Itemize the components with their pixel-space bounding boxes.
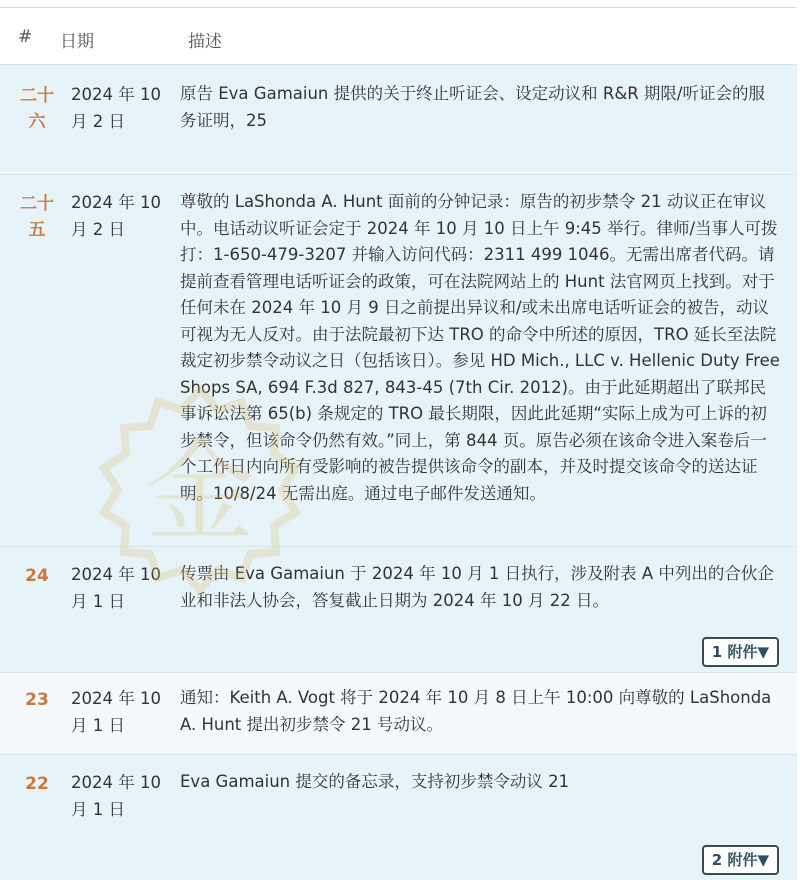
table-row bbox=[0, 64, 797, 174]
entry-number[interactable]: 23 bbox=[25, 690, 49, 710]
entry-description: Eva Gamaiun 提交的备忘录，支持初步禁令动议 21 bbox=[180, 772, 570, 791]
entry-date: 2024 年 10 月 1 日 bbox=[71, 773, 161, 819]
entry-description: 通知：Keith A. Vogt 将于 2024 年 10 月 8 日上午 10:00 向尊敬的 LaShonda A. Hunt 提出初步禁令 21 号动议。 bbox=[180, 688, 772, 734]
header-date: 日期 bbox=[60, 32, 94, 52]
entry-description: 尊敬的 LaShonda A. Hunt 面前的分钟记录：原告的初步禁令 21 动议正在审议中。电话动议听证会定于 2024 年 10 月 10 日上午 9:45 举行。律师/当事人可拨打：1-650-479-3207 并输入访问代码：2311 499 1046。无需出席者代码。请提前查看管理电话听证会的政策，可在法院网站上的 Hunt 法官网页上找到。对于任何未在 2024 年 10 月 9 日之前提出异议和/或未出席电话听证会的被告，动议可视为无人反对。由于法院最初下达 TRO 的命令中所述的原因，TRO 延长至法院裁定初步禁令动议之日（包括该日）。参见 HD Mich., LLC v. Hellenic Duty Free Shops SA, 694 F.3d 827, 843-45 (7th Cir. 2012)。由于此延期超出了联邦民事诉讼法第 65(b) 条规定的 TRO 最长期限，因此此延期“实际上成为可上诉的初步禁令，但该命令仍然有效。”同上，第 844 页。原告必须在该命令进入案卷后一个工作日内向所有受影响的被告提供该命令的副本，并及时提交该命令的送达证明。10/8/24 无需出庭。通过电子邮件发送通知。 bbox=[180, 192, 780, 503]
entry-date: 2024 年 10 月 1 日 bbox=[71, 689, 161, 735]
entry-date: 2024 年 10 月 2 日 bbox=[71, 193, 161, 239]
entry-description: 原告 Eva Gamaiun 提供的关于终止听证会、设定动议和 R&R 期限/听证会的服务证明，25 bbox=[180, 84, 765, 130]
watermark-glyph: 金 bbox=[145, 428, 255, 556]
table-row bbox=[0, 754, 797, 880]
table-row bbox=[0, 174, 797, 546]
entry-number[interactable]: 二十五 bbox=[20, 194, 54, 240]
entry-date: 2024 年 10 月 1 日 bbox=[71, 565, 161, 611]
table-row bbox=[0, 672, 797, 754]
attachments-button[interactable]: 2 附件▼ bbox=[702, 845, 779, 875]
entry-number[interactable]: 二十六 bbox=[20, 86, 54, 132]
entry-description: 传票由 Eva Gamaiun 于 2024 年 10 月 1 日执行，涉及附表 A 中列出的合伙企业和非法人协会，答复截止日期为 2024 年 10 月 22 日。 bbox=[180, 564, 774, 610]
header-desc: 描述 bbox=[188, 32, 222, 52]
entry-date: 2024 年 10 月 2 日 bbox=[71, 85, 161, 131]
entry-number[interactable]: 24 bbox=[25, 566, 49, 586]
table-row bbox=[0, 546, 797, 672]
header-num: # bbox=[18, 27, 33, 47]
attachments-button[interactable]: 1 附件▼ bbox=[702, 637, 779, 667]
entry-number[interactable]: 22 bbox=[25, 774, 49, 794]
table-header bbox=[0, 8, 797, 64]
